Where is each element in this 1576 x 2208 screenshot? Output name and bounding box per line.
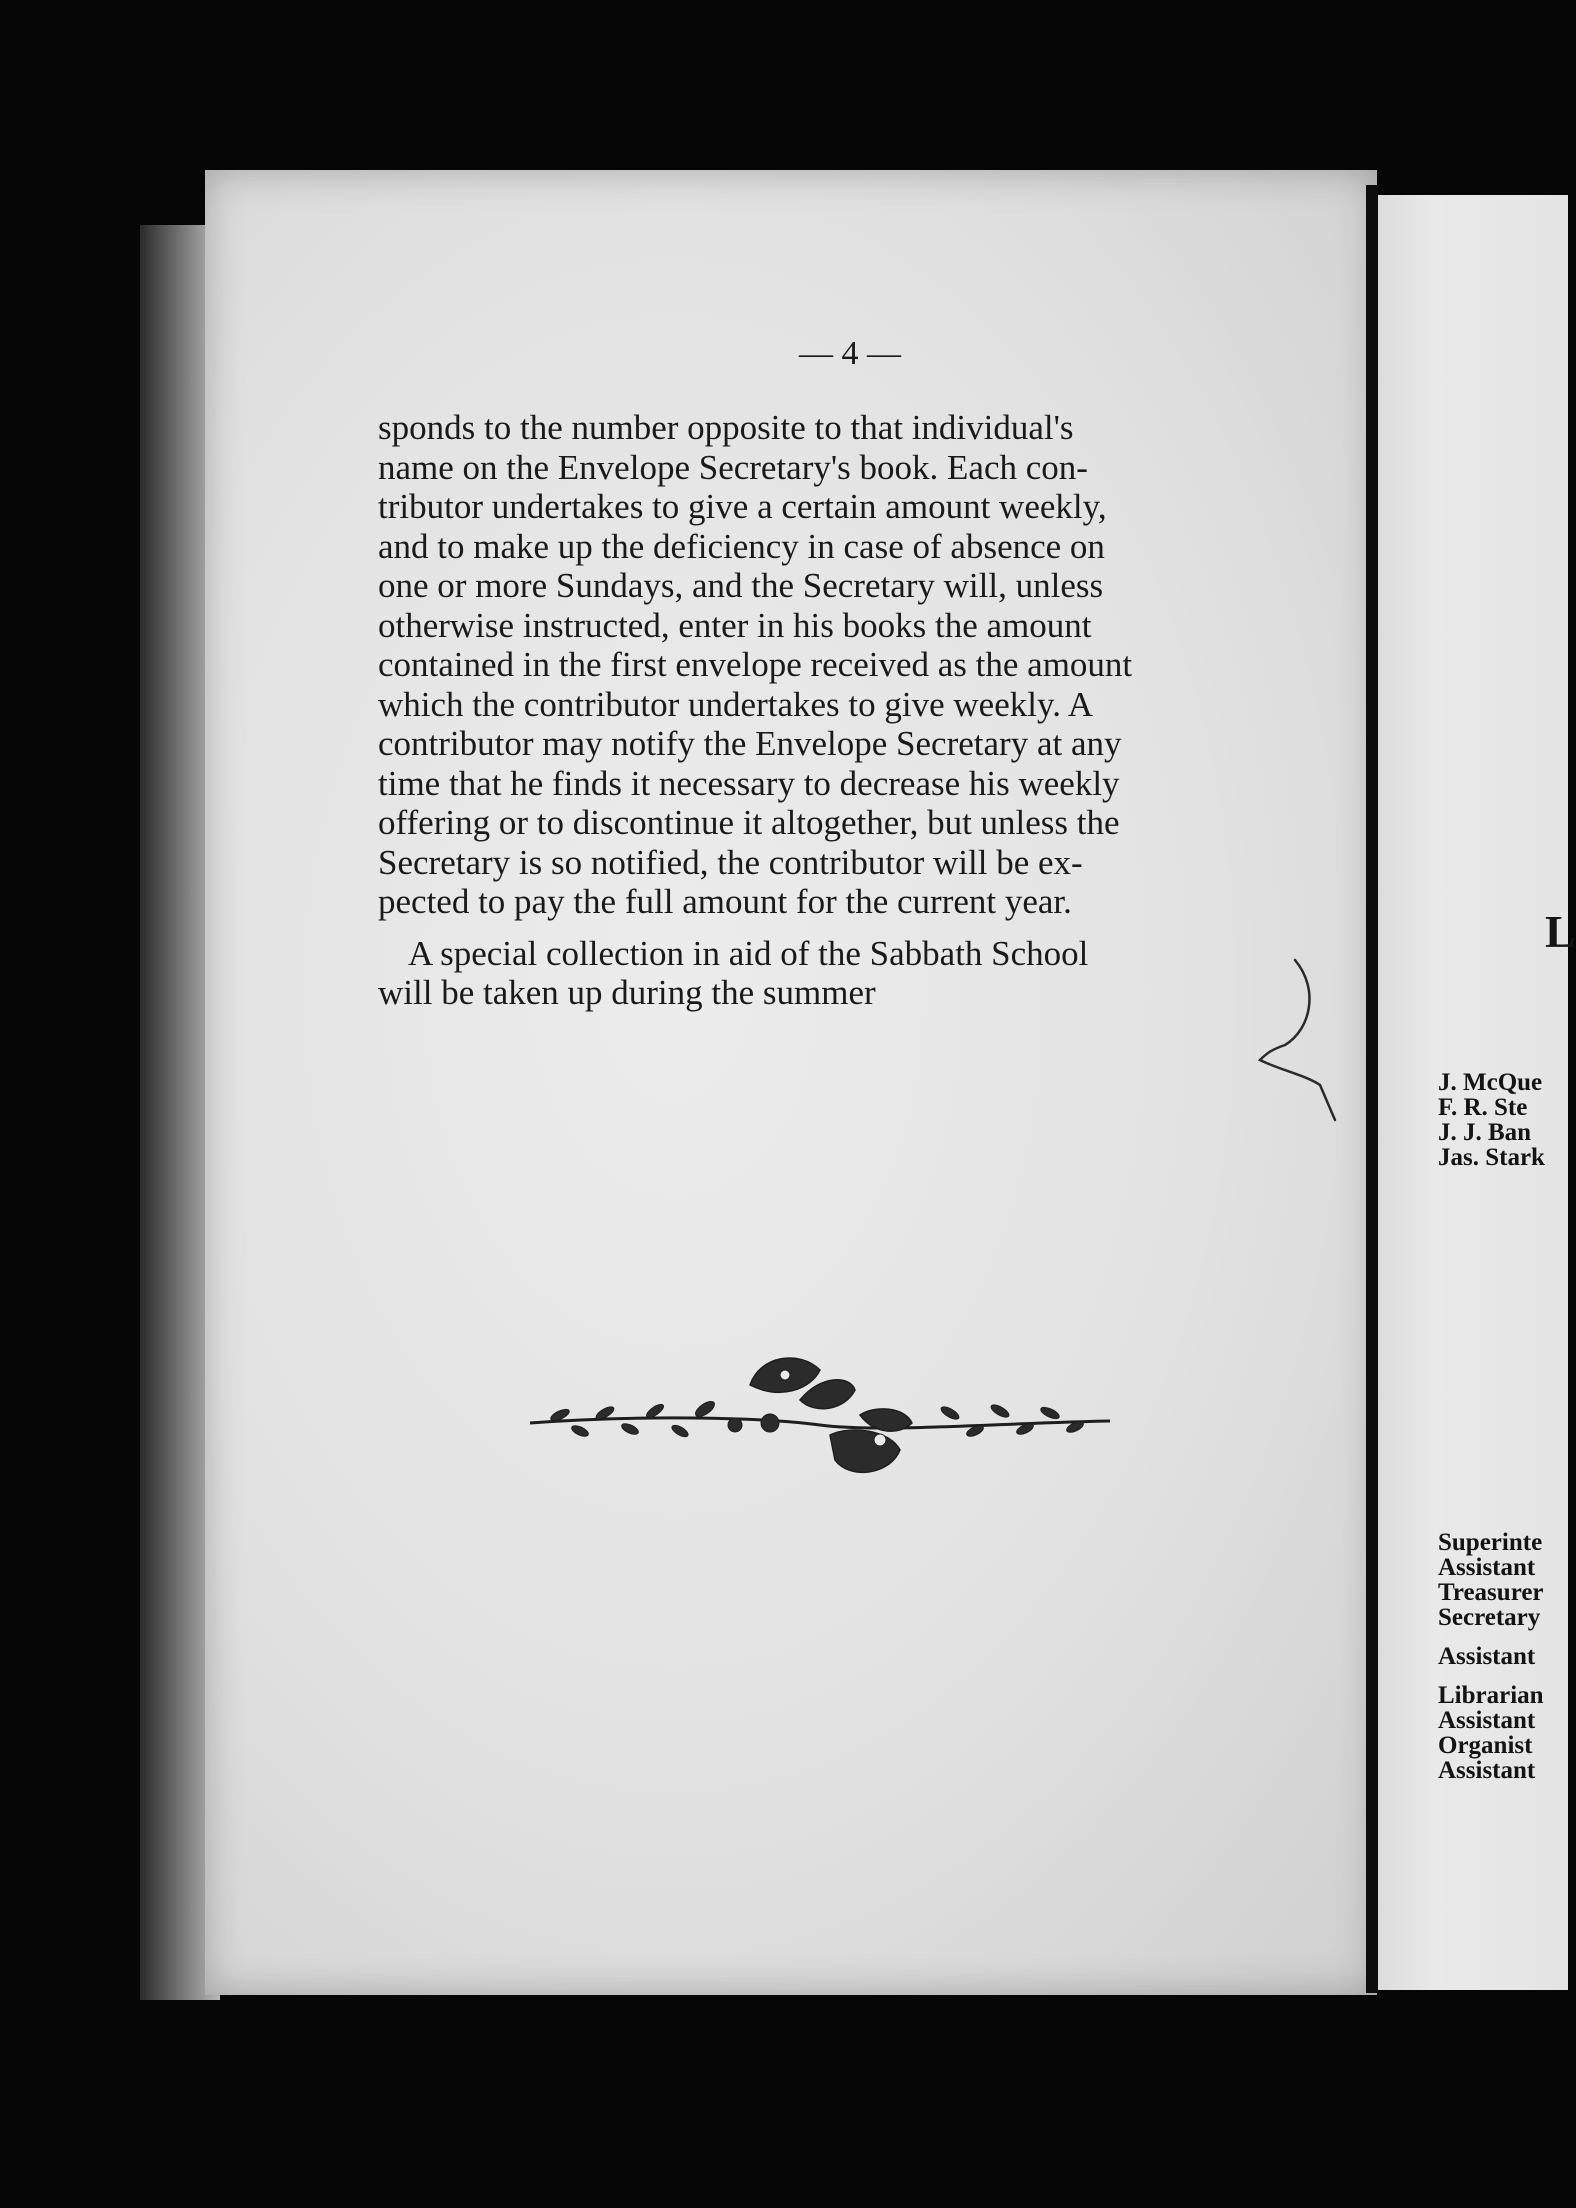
role-line: Assistant xyxy=(1438,1707,1536,1734)
role-line: Assistant xyxy=(1438,1643,1536,1670)
name-line: J. McQue xyxy=(1438,1069,1543,1096)
text-line: contained in the first envelope received as the amount xyxy=(378,645,1133,684)
role-line: Organist xyxy=(1438,1732,1533,1759)
body-text xyxy=(378,408,1300,1013)
paragraph-envelope-contributions xyxy=(378,408,1300,922)
facing-page-initial: L xyxy=(1545,906,1576,957)
facing-page-names xyxy=(1438,1070,1568,1170)
facing-page-roles xyxy=(1438,1530,1568,1783)
name-line: J. J. Ban xyxy=(1438,1119,1532,1146)
role-line: Assistant xyxy=(1438,1757,1536,1784)
role-line: Treasurer xyxy=(1438,1579,1544,1606)
pencil-mark-icon xyxy=(1240,960,1340,1135)
text-line: which the contributor undertakes to give weekly. A xyxy=(378,684,1094,724)
role-line: Assistant xyxy=(1438,1554,1536,1581)
text-line: will be taken up during the summer xyxy=(378,973,876,1012)
text-line: time that he finds it necessary to decrease his weekly xyxy=(378,763,1120,803)
text-line: pected to pay the full amount for the current year. xyxy=(378,882,1072,921)
role-line: Librarian xyxy=(1438,1682,1544,1709)
text-line: name on the Envelope Secretary's book. Each con- xyxy=(378,447,1088,487)
text-line: A special collection in aid of the Sabbath School xyxy=(408,933,1089,973)
floral-ornament-icon xyxy=(520,1345,1120,1505)
book-gutter xyxy=(1366,185,1378,1993)
text-line: one or more Sundays, and the Secretary will, unless xyxy=(378,566,1104,605)
name-line: Jas. Stark xyxy=(1438,1144,1545,1171)
text-line: offering or to discontinue it altogether, but unless the xyxy=(378,803,1120,842)
text-line: sponds to the number opposite to that individual's xyxy=(378,408,1074,447)
text-line: otherwise instructed, enter in his books the amount xyxy=(378,605,1092,645)
page-number: — 4 — xyxy=(799,335,901,372)
name-line: F. R. Ste xyxy=(1438,1094,1528,1121)
text-line: Secretary is so notified, the contributor will be ex- xyxy=(378,842,1083,882)
text-line: contributor may notify the Envelope Secretary at any xyxy=(378,724,1122,763)
paragraph-gap xyxy=(378,922,1300,934)
role-line: Secretary xyxy=(1438,1604,1541,1631)
text-line: and to make up the deficiency in case of absence on xyxy=(378,526,1105,566)
role-line: Superinte xyxy=(1438,1529,1543,1556)
paragraph-special-collection xyxy=(378,934,1300,1013)
text-line: tributor undertakes to give a certain amount weekly, xyxy=(378,487,1107,526)
